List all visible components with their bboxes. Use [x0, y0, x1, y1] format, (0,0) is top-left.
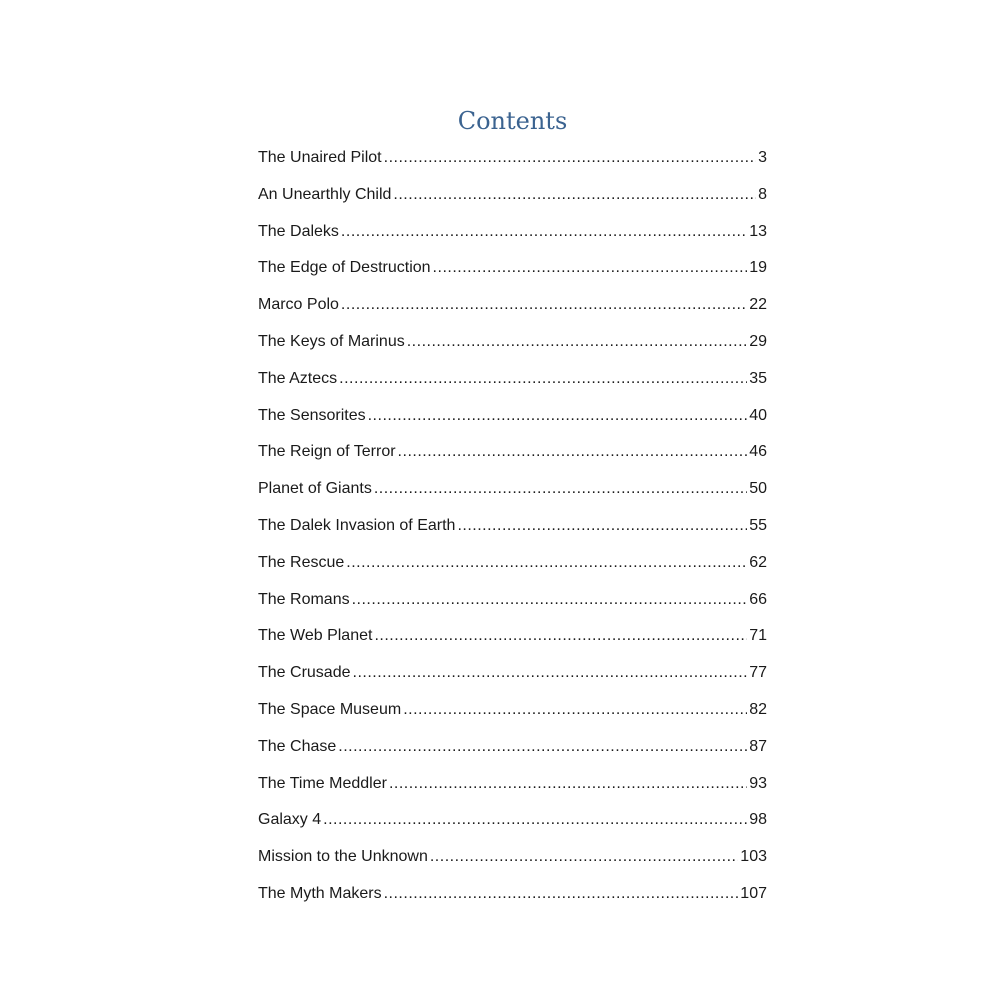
- toc-dot-leader: [374, 476, 747, 502]
- toc-entry-title: Marco Polo: [258, 296, 339, 314]
- toc-dot-leader: [352, 587, 748, 613]
- toc-page-number: 55: [749, 516, 767, 534]
- toc-entry-title: The Sensorites: [258, 406, 366, 424]
- toc-dot-leader: [384, 145, 756, 171]
- toc-entry-title: The Romans: [258, 590, 350, 608]
- toc-entry-title: The Aztecs: [258, 369, 338, 387]
- toc-entry-title: The Keys of Marinus: [258, 332, 405, 350]
- toc-dot-leader: [346, 550, 747, 576]
- toc-page-number: 66: [749, 590, 767, 608]
- toc-dot-leader: [393, 182, 756, 208]
- toc-entry[interactable]: [258, 623, 767, 660]
- toc-page-number: 50: [749, 480, 767, 498]
- toc-entry-title: The Space Museum: [258, 700, 402, 718]
- toc-entry[interactable]: [258, 844, 767, 881]
- toc-entry-title: The Unaired Pilot: [258, 149, 382, 166]
- toc-entry[interactable]: [258, 881, 767, 918]
- toc-page-number: 40: [749, 406, 767, 424]
- toc-dot-leader: [323, 807, 747, 833]
- toc-page-number: 87: [749, 737, 767, 755]
- toc-entry[interactable]: [258, 439, 767, 476]
- toc-page-number: 46: [749, 443, 767, 461]
- toc-entry[interactable]: [258, 219, 767, 256]
- toc-dot-leader: [339, 366, 747, 392]
- toc-entry[interactable]: [258, 660, 767, 697]
- toc-entry-title: The Web Planet: [258, 627, 373, 645]
- toc-entry[interactable]: [258, 329, 767, 366]
- toc-page-number: 107: [740, 884, 767, 902]
- toc-dot-leader: [353, 660, 748, 686]
- toc-entry[interactable]: [258, 550, 767, 587]
- toc-entry-title: The Myth Makers: [258, 884, 382, 902]
- toc-page-number: 93: [749, 774, 767, 792]
- toc-entry-title: Planet of Giants: [258, 480, 372, 498]
- toc-page-number: 62: [749, 553, 767, 571]
- toc-entry[interactable]: [258, 513, 767, 550]
- toc-page-number: 98: [749, 811, 767, 829]
- toc-entry[interactable]: [258, 771, 767, 808]
- toc-entry-title: The Rescue: [258, 553, 345, 571]
- page-title: Contents: [457, 107, 568, 135]
- toc-dot-leader: [374, 623, 747, 649]
- toc-page-number: 77: [749, 664, 767, 682]
- toc-dot-leader: [407, 329, 747, 355]
- toc-page-number: 3: [758, 149, 767, 166]
- toc-dot-leader: [433, 255, 748, 281]
- toc-entry-title: The Chase: [258, 737, 337, 755]
- table-of-contents: [258, 145, 767, 918]
- toc-entry-title: An Unearthly Child: [258, 185, 392, 203]
- toc-entry[interactable]: [258, 697, 767, 734]
- toc-entry-title: Galaxy 4: [258, 811, 322, 829]
- toc-entry[interactable]: [258, 145, 767, 182]
- toc-dot-leader: [398, 439, 748, 465]
- toc-dot-leader: [430, 844, 738, 870]
- toc-entry[interactable]: [258, 255, 767, 292]
- toc-entry-title: The Time Meddler: [258, 774, 387, 792]
- toc-dot-leader: [384, 881, 739, 907]
- toc-entry-title: The Dalek Invasion of Earth: [258, 516, 456, 534]
- toc-entry[interactable]: [258, 292, 767, 329]
- toc-page-number: 71: [749, 627, 767, 645]
- toc-dot-leader: [457, 513, 747, 539]
- toc-entry[interactable]: [258, 366, 767, 403]
- toc-entry[interactable]: [258, 587, 767, 624]
- toc-page-number: 35: [749, 369, 767, 387]
- toc-entry[interactable]: [258, 476, 767, 513]
- toc-dot-leader: [341, 292, 747, 318]
- toc-entry[interactable]: [258, 403, 767, 440]
- toc-page-number: 8: [758, 185, 767, 203]
- toc-page-number: 19: [749, 259, 767, 277]
- toc-entry-title: The Reign of Terror: [258, 443, 396, 461]
- toc-entry-title: The Crusade: [258, 664, 351, 682]
- toc-entry[interactable]: [258, 182, 767, 219]
- toc-page-number: 29: [749, 332, 767, 350]
- toc-dot-leader: [338, 734, 747, 760]
- toc-page-number: 22: [749, 296, 767, 314]
- toc-dot-leader: [341, 219, 747, 245]
- toc-entry-title: Mission to the Unknown: [258, 848, 428, 866]
- toc-entry[interactable]: [258, 807, 767, 844]
- toc-page-number: 82: [749, 700, 767, 718]
- toc-entry-title: The Edge of Destruction: [258, 259, 431, 277]
- toc-dot-leader: [389, 771, 747, 797]
- toc-page-number: 103: [740, 848, 767, 866]
- toc-entry[interactable]: [258, 734, 767, 771]
- toc-entry-title: The Daleks: [258, 222, 339, 240]
- toc-page-number: 13: [749, 222, 767, 240]
- toc-dot-leader: [403, 697, 747, 723]
- toc-dot-leader: [368, 403, 748, 429]
